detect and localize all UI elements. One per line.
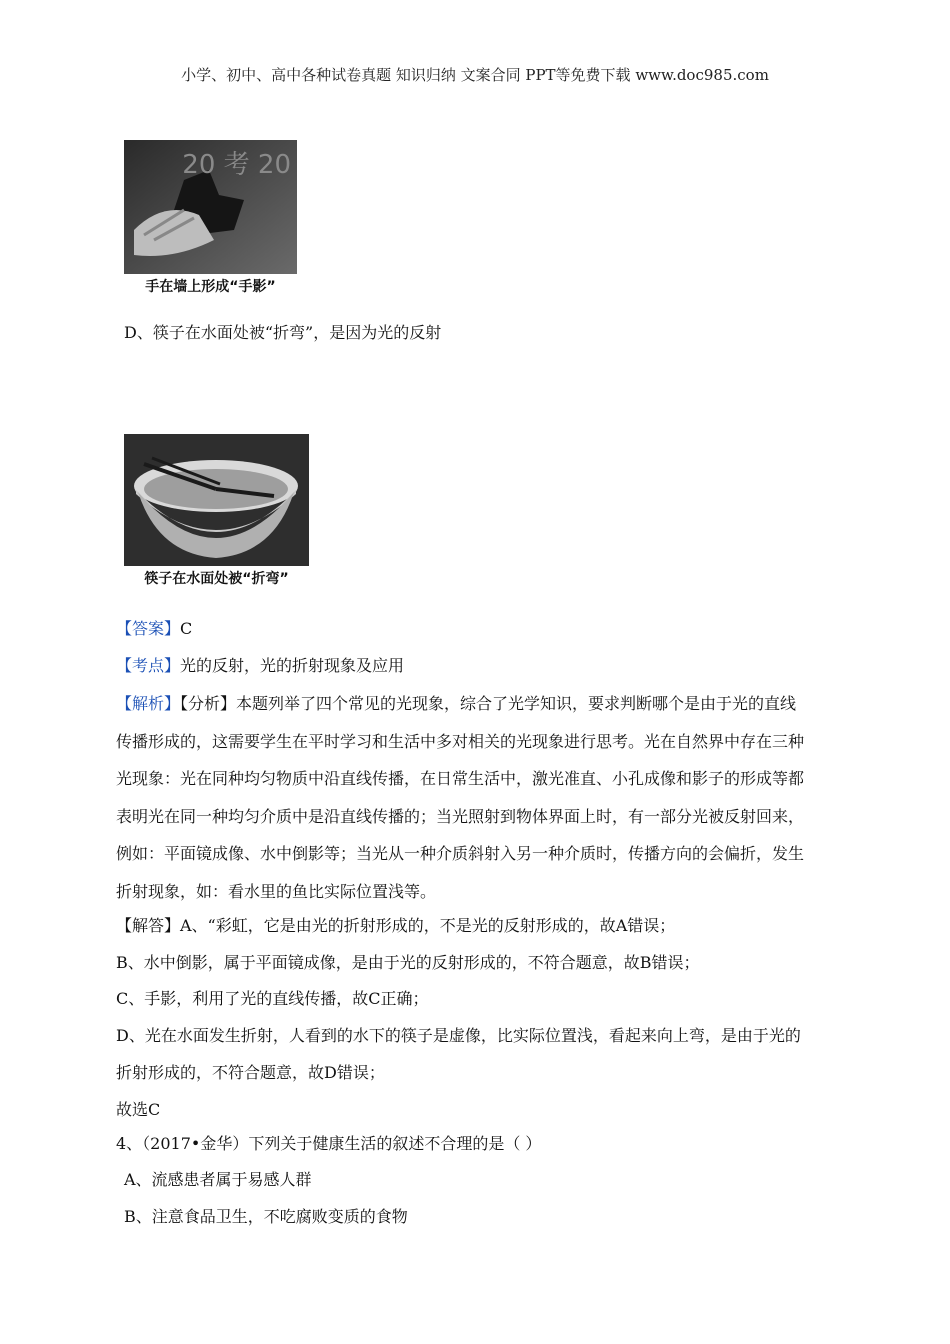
background-watermark-text: 20 考 20: [182, 150, 291, 180]
question-4-stem: 4、（2017•金华）下列关于健康生活的叙述不合理的是（ ）: [116, 1134, 542, 1153]
page-header: 小学、初中、高中各种试卷真题 知识归纳 文案合同 PPT等免费下载 www.doc985.com: [181, 66, 769, 84]
jiexi-line-3: 光现象：光在同种均匀物质中沿直线传播，在日常生活中，激光准直、小孔成像和影子的形成等都: [116, 769, 805, 788]
answer-tag: 【答案】: [116, 619, 181, 638]
kaodian-line: [116, 655, 404, 677]
jieda-line-5: 折射形成的，不符合题意，故D错误；: [116, 1063, 385, 1082]
jieda-line-3: C、手影，利用了光的直线传播，故C正确；: [116, 989, 429, 1008]
chopstick-caption: 筷子在水面处被“折弯”: [124, 566, 309, 592]
jiexi-line-2: 传播形成的，这需要学生在平时学习和生活中多对相关的光现象进行思考。光在自然界中存在三种: [116, 732, 805, 751]
chopstick-bowl-image: [124, 434, 309, 566]
jiexi-text: 【分析】本题列举了四个常见的光现象，综合了光学知识，要求判断哪个是由于光的直线: [180, 694, 797, 713]
jiexi-tag: 【解析】: [116, 694, 181, 713]
jieda-line-1: 【解答】A、“彩虹，它是由光的折射形成的，不是光的反射形成的，故A错误；: [116, 916, 676, 935]
jiexi-line-4: 表明光在同一种均匀介质中是沿直线传播的；当光照射到物体界面上时，有一部分光被反射回来，: [116, 807, 805, 826]
kaodian-tag: 【考点】: [116, 656, 181, 675]
jiexi-line-1: [116, 693, 796, 715]
question-4-option-b: B、注意食品卫生，不吃腐败变质的食物: [124, 1207, 408, 1226]
question-4-option-a: A、流感患者属于易感人群: [124, 1170, 312, 1189]
answer-line: [116, 618, 192, 640]
hand-shadow-caption: 手在墙上形成“手影”: [124, 274, 297, 300]
chopstick-figure: [124, 434, 309, 592]
kaodian-text: 光的反射，光的折射现象及应用: [180, 656, 405, 675]
jieda-line-6: 故选C: [116, 1100, 161, 1119]
option-d-statement: D、筷子在水面处被“折弯”，是因为光的反射: [124, 323, 442, 342]
answer-text: C: [180, 619, 193, 638]
jieda-line-2: B、水中倒影，属于平面镜成像，是由于光的反射形成的，不符合题意，故B错误；: [116, 953, 700, 972]
jieda-line-4: D、光在水面发生折射，人看到的水下的筷子是虚像，比实际位置浅，看起来向上弯，是由于光的: [116, 1026, 801, 1045]
jiexi-line-6: 折射现象，如：看水里的鱼比实际位置浅等。: [116, 882, 437, 901]
hand-shadow-figure: [124, 140, 297, 300]
jiexi-line-5: 例如：平面镜成像、水中倒影等；当光从一种介质斜射入另一种介质时，传播方向的会偏折，发生: [116, 844, 805, 863]
